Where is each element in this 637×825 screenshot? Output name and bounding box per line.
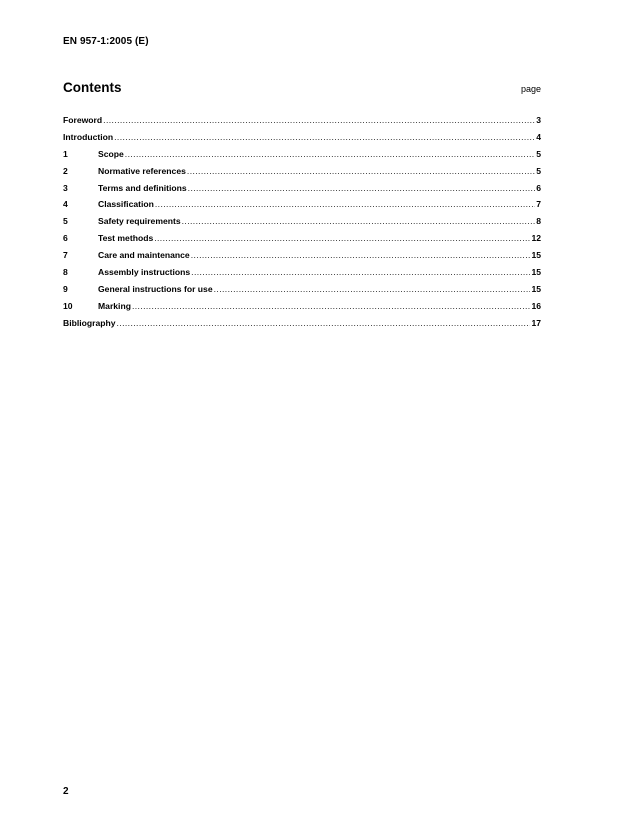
toc-entry-page: 8 bbox=[536, 216, 541, 227]
toc-entry-number: 5 bbox=[63, 216, 68, 227]
toc-entry-number: 8 bbox=[63, 267, 68, 278]
toc-leader-dots bbox=[117, 318, 531, 328]
toc-entry-title: General instructions for use bbox=[98, 283, 213, 294]
toc-entry-marking[interactable] bbox=[63, 301, 541, 318]
toc-entry-page: 17 bbox=[531, 317, 541, 328]
toc-leader-dots bbox=[103, 115, 535, 125]
toc-entry-number: 2 bbox=[63, 165, 68, 176]
toc-entry-number: 3 bbox=[63, 182, 68, 193]
toc-entry-number: 4 bbox=[63, 199, 68, 210]
toc-entry-title: Safety requirements bbox=[98, 216, 181, 227]
toc-leader-dots bbox=[114, 132, 535, 142]
toc-entry-bibliography[interactable] bbox=[63, 318, 541, 335]
toc-entry-page: 16 bbox=[531, 300, 541, 311]
toc-entry-terms-and-definitions[interactable] bbox=[63, 183, 541, 200]
toc-entry-test-methods[interactable] bbox=[63, 233, 541, 250]
toc-entry-page: 5 bbox=[536, 165, 541, 176]
toc-entry-title: Classification bbox=[98, 199, 154, 210]
toc-leader-dots bbox=[125, 149, 535, 159]
page-number: 2 bbox=[63, 786, 69, 797]
toc-entry-title: Marking bbox=[98, 300, 131, 311]
toc-entry-page: 3 bbox=[536, 115, 541, 125]
toc-entry-title: Assembly instructions bbox=[98, 267, 191, 278]
toc-leader-dots bbox=[191, 250, 531, 260]
toc-entry-title: Test methods bbox=[98, 233, 154, 244]
toc-entry-title: Foreword bbox=[63, 115, 103, 125]
toc-entry-normative-references[interactable] bbox=[63, 166, 541, 183]
toc-leader-dots bbox=[188, 183, 536, 193]
toc-leader-dots bbox=[155, 199, 535, 209]
toc-entry-foreword[interactable] bbox=[63, 115, 541, 132]
table-of-contents bbox=[63, 115, 541, 335]
toc-entry-title: Terms and definitions bbox=[98, 182, 187, 193]
toc-entry-assembly-instructions[interactable] bbox=[63, 267, 541, 284]
toc-entry-page: 4 bbox=[536, 131, 541, 142]
toc-entry-scope[interactable] bbox=[63, 149, 541, 166]
toc-entry-page: 6 bbox=[536, 182, 541, 193]
toc-entry-page: 15 bbox=[531, 267, 541, 278]
toc-entry-title: Bibliography bbox=[63, 317, 116, 328]
page-column-label: page bbox=[520, 84, 541, 94]
toc-entry-care-and-maintenance[interactable] bbox=[63, 250, 541, 267]
toc-entry-title: Care and maintenance bbox=[98, 250, 190, 261]
toc-leader-dots bbox=[214, 284, 531, 294]
toc-entry-page: 5 bbox=[536, 148, 541, 159]
toc-entry-number: 1 bbox=[63, 148, 68, 159]
toc-entry-title: Normative references bbox=[98, 165, 186, 176]
toc-entry-general-instructions-for-use[interactable] bbox=[63, 284, 541, 301]
toc-entry-number: 10 bbox=[63, 300, 73, 311]
toc-entry-number: 9 bbox=[63, 283, 68, 294]
toc-leader-dots bbox=[191, 267, 530, 277]
toc-entry-page: 15 bbox=[531, 283, 541, 294]
toc-leader-dots bbox=[187, 166, 535, 176]
toc-entry-number: 7 bbox=[63, 250, 68, 261]
toc-entry-introduction[interactable] bbox=[63, 132, 541, 149]
toc-entry-number: 6 bbox=[63, 233, 68, 244]
toc-entry-title: Introduction bbox=[63, 131, 114, 142]
toc-entry-safety-requirements[interactable] bbox=[63, 216, 541, 233]
document-id: EN 957-1:2005 (E) bbox=[63, 36, 149, 47]
toc-leader-dots bbox=[182, 216, 536, 226]
toc-entry-page: 7 bbox=[536, 199, 541, 210]
toc-entry-page: 12 bbox=[531, 233, 541, 244]
toc-leader-dots bbox=[154, 233, 530, 243]
toc-entry-classification[interactable] bbox=[63, 199, 541, 216]
toc-entry-title: Scope bbox=[98, 148, 124, 159]
toc-leader-dots bbox=[132, 301, 530, 311]
toc-entry-page: 15 bbox=[531, 250, 541, 261]
contents-heading: Contents bbox=[63, 80, 122, 95]
